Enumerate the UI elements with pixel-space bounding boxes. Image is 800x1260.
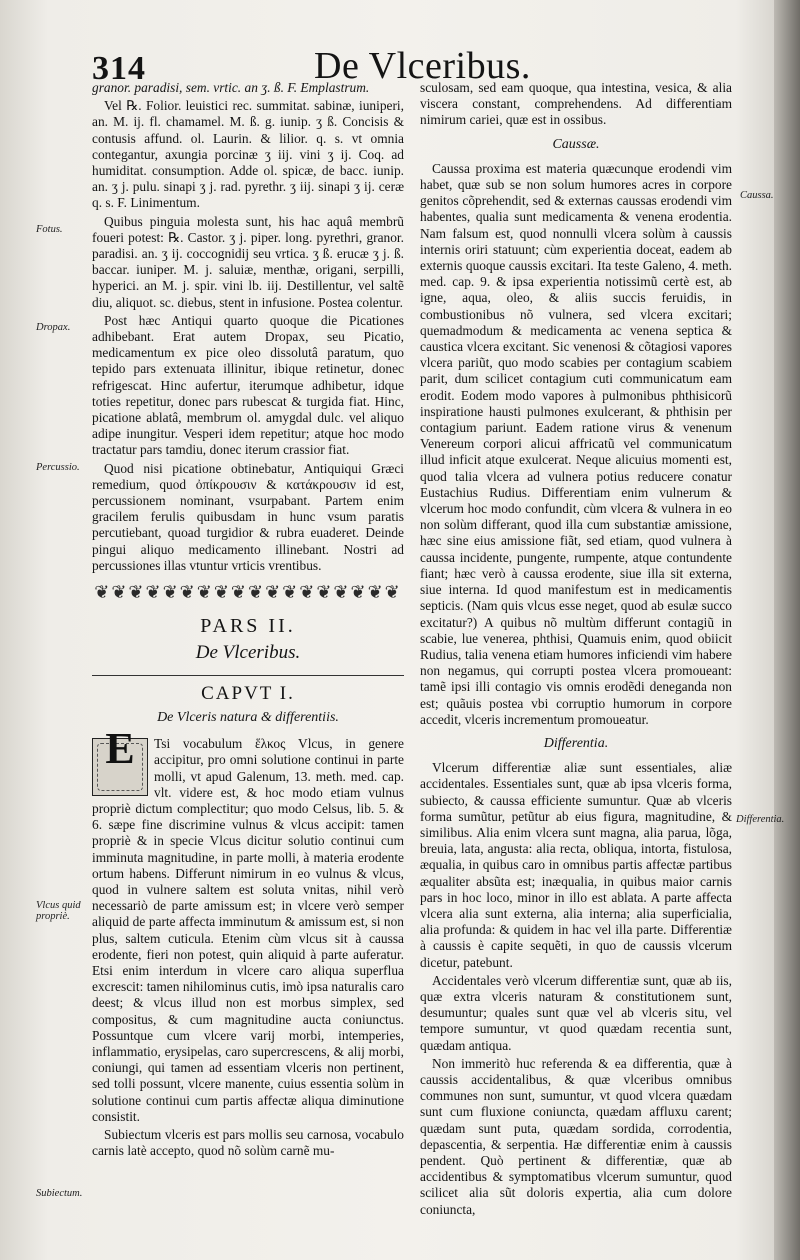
page-gutter-shadow — [774, 0, 800, 1260]
section-heading-differentia: Differentia. — [543, 735, 609, 751]
decorated-initial — [92, 724, 148, 796]
paragraph: Post hæc Antiqui quarto quoque die Picationes adhibebant. Erat autem Dropax, seu Picatio, medicamentum ex pice oleo dissolutâ paratum, quo tepido pars extenuata illinitur, ibique retinetur, donec refrigescat. Hinc aufertur, iterumque adhibetur, idque toties repetitur, donec pars rubescat & turgida fiat. Hinc, picatione ablatâ, membrum ol. amygdal dulc. vel aliquo adipe inungitur. Vesperi idem repetitur; atque hoc modo tractatur pars tamdiu, donec iterum crassior fiat. — [92, 312, 404, 458]
paragraph: Quibus pinguia molesta sunt, his hac aquâ membrũ foueri potest: ℞. Castor. ʒ j. piper. long. pyrethri, granor. paradisi. an. ʒ ij. coccognidij seu vrtica. ʒ ß. erucæ ʒ j. ß. baccar. iuniper. M. j. saluiæ, menthæ, origani, serpilli, hyperici. an M. j. spir. vini lb. iij. Destillentur, vel saltẽ diu, aliquot. sc. diebus, stent in infusione. Postea colentur. — [92, 213, 404, 310]
paragraph: Quod nisi picatione obtinebatur, Antiquiqui Græci remedium, quod ὀπίκρουσιν & κατάκρουσιν id est, percussionem nominant, vsurpabant. Partem enim gracilem ferulis quibusdam in hunc vsum paratis percutiebant, quoad turgidior & rubra euaderet. Deinde pingui aliquo medicamento illinebant. Nostri ad percussiones illas vtuntur vrticis vrentibus. — [92, 460, 404, 573]
left-column — [92, 80, 404, 1161]
margin-note-subiectum: Subiectum. — [36, 1188, 83, 1199]
margin-note-caussa: Caussa. — [740, 190, 774, 201]
paragraph: granor. paradisi, sem. vrtic. an ʒ. ß. F. Emplastrum. — [92, 80, 370, 95]
chapter-title: CAPVT I. — [201, 682, 295, 704]
margin-note-fotus: Fotus. — [36, 224, 63, 235]
page-number: 314 — [92, 50, 146, 87]
section-heading-caussae: Caussæ. — [552, 136, 600, 152]
initial-letter: E — [105, 724, 135, 774]
ornament-band: ❦❦❦❦❦❦❦❦❦❦❦❦❦❦❦❦❦❦ — [94, 582, 402, 603]
margin-note-vlcus-quid: Vlcus quid propriè. — [36, 900, 81, 922]
paragraph: Non immeritò huc referenda & ea differentia, quæ à caussis accidentalibus, & quæ vlceribus omnibus communes non sunt, sumuntur, vt quod vlcera quædam sunt cum fluxione coniuncta, quædam affluxu carent; quædam sunt puta, quædam sordida, corrodentia, depascentia, & serpentia. Hæ differentiæ enim à caussis pendent. Quò pertinent & differentiæ, quæ ab accidentibus & symptomatibus vlcerum sumuntur, quod scilicet alia sũt doloris expertia, alia cum dolore coniuncta, — [420, 1055, 732, 1217]
divider — [92, 675, 404, 676]
paragraph: Vlcerum differentiæ aliæ sunt essentiales, aliæ accidentales. Essentiales sunt, quæ ab ipsa vlceris forma, subiecto, & caussa efficiente sumuntur. Quæ ab vlceris forma sumũtur, petũtur ab eius figura, magnitudine, & similibus. Alia enim vlcera sunt magna, alia parua, lõga, breuia, lata, angusta: alia recta, obliqua, intorta, fistulosa, æqualia, in quibus caro in omnibus partis affectæ partibus æqualiter absũta est; inæqualia, in quibus maior carnis pars in hoc loco, minor in illo est ablata. A parte affecta vlcera alia sunt externa, alia interna; alia superficialia, alia profunda: & quidem in hac vel illa parte. Differentiæ à caussis è capite sequẽti, in quo de caussis vlcerum dicetur, patebunt. — [420, 760, 732, 970]
margin-note-percussio: Percussio. — [36, 462, 80, 473]
paragraph: Accidentales verò vlcerum differentiæ sunt, quæ ab iis, quæ extra vlceris naturam & constitutionem sunt, desumuntur; quales sunt quæ vel ab vlceris situ, vel tempore sumuntur, vt quod quædam recentia sunt, quædam antiqua. — [420, 972, 732, 1053]
part-title: PARS II. — [200, 615, 296, 638]
margin-note-differentia: Differentia. — [736, 814, 785, 825]
paragraph: Tsi vocabulum ἕλκος Vlcus, in genere accipitur, pro omni solutione continui in parte molli, vt apud Galenum, 13. meth. med. cap. vlt. videre est, & hoc modo etiam vulnus propriè dictum complectitur; quo modo Celsus, lib. 5. & 6. sæpe fine discrimine vulnus & vlcus accipit: tamen propriè & in specie Vlcus dicitur solutio continui cum imminuta magnitudine, in parte molli, à materia erodente ortum habens. Differunt nimirum in eo vulnus & vlcus, quod in vulnere saltem est soluta vnitas, nihil verò necessariò de parte amissum est; in vlcere verò semper aliquid de parte affecta imminutum & amissum est, si non plus, saltem cuticula. Etenim cùm vlcus sit à caussa erodente, fieri non potest, quin aliquid à parte auferatur. Etsi enim interdum in vlcere caro aliqua superflua excrescit: tamen nihilominus cutis, imò ipsa naturalis caro deest; & vlcus illud non est morbus simplex, sed compositus, & cum magnitudine aucta coniunctus. Possuntque cum vlcere varij morbi, intemperies, inflammatio, erysipelas, caro supercrescens, & alij morbi, coniungi, qui tamen ad essentiam vlceris non pertinent, sed tolli possunt, vlcere manente, cuius essentia solùm in solutione continui cum partis affectæ aliqua diminutione consistit. — [92, 736, 404, 1124]
paragraph: Vel ℞. Folior. leuistici rec. summitat. sabinæ, iuniperi, an. M. ij. fl. chamamel. M. ß. g. iunip. ʒ ß. Concisis & contusis affund. ol. Laurin. & lilior. q. s. vt omnia contegantur, axungia porcinæ ʒ iij. vini ʒ ij. Coq. ad humiditat. consumption. Adde ol. spicæ, de bacc. iunip. an. ʒ j. pulu. sinapi ʒ j. rad. pyrethr. ʒ iij. sinapi ʒ ij. ceræ q. s. F. Linimentum. — [92, 98, 404, 211]
opening-paragraph — [92, 724, 404, 1125]
right-column — [420, 80, 732, 1220]
part-subtitle: De Vlceribus. — [195, 641, 301, 663]
margin-note-dropax: Dropax. — [36, 322, 71, 333]
paragraph: sculosam, sed eam quoque, qua intestina, vesica, & alia viscera constant, comprehendens. Ad differentiam nimirum cariei, quæ est in ossibus. — [420, 80, 732, 128]
chapter-subtitle: De Vlceris natura & differentiis. — [157, 709, 339, 725]
paragraph: Subiectum vlceris est pars mollis seu carnosa, vocabulo carnis latè accepto, quod nõ solùm carnẽ mu- — [92, 1126, 404, 1159]
running-head: De Vlceribus. — [314, 45, 531, 87]
paragraph: Caussa proxima est materia quæcunque erodendi vim habet, quæ sub se non solum humores acres in corpore genitos cõprehendit, sed & externas caussas erodendi vim habentes, qualia sunt medicamenta & venena erodentia. Nam falsum est, quod nonnulli vlcera solùm à caussis internis oriri statuunt; cùm experientia doceat, eadem ab externis quoque caussis excitari. Ita teste Galeno, 4. meth. med. cap. 9. & ipsa experientia notissimũ certè est, ab igne, aqua, oleo, & aliis succis feruidis, in combustionibus nõ vulnera, sed vlcera excitari; quemadmodum & medicamenta ac venena septica & caustica vlcera excitant. Sic venenosi & cõtagiosi vapores vlcera pariũt, quo modo scabies per contagium scabiem parit, dum scilicet contagium cuti communicatum eam erodit. Eodem modo vapores à pulmonibus phthisicorũ inspiratione hausti pulmones exulcerant, & phthisin per contagium pariunt. Eadem ratione virus & venenum Venereum corpori alicui affricatũ vel communicatum illud inficit atque exulcerat. Neque alicuius momenti est, quod talia vlcera ad vulnera potius reducere conatur Eustachius Rudius. Differentiam enim vulnerum & vlcerum hoc modo confundit, cùm vlcera & vulnera in eo non solùm differant, quod illa cum substantiæ amissione, hæc sine eius amissione fiãt, sed etiam, quod vulnera à caussa incidente, pungente, rumpente, atque contundente fiant; hæc verò à caussa erodente, siue illa sit externa, siue interna. Id quod manifestum est in medicamentis septicis. (Nam quis vlcus esse neget, quod ab esulæ succo excitatur?) A quibus nõ multùm differunt contagiũ in scabie, lue venerea, phthisi, Quamuis enim, quod obiicit Rudius, talia venena etiam humores inficiendi vim habere non negamus, qui corrupti postea vlcera promoueant: tamẽ ipsi illi contagio vis omnis erodẽdi deneganda non est; quãuis postea vbi corruptio humorum in corpore accedit, vlceris incrementum promoueatur. — [420, 160, 732, 727]
